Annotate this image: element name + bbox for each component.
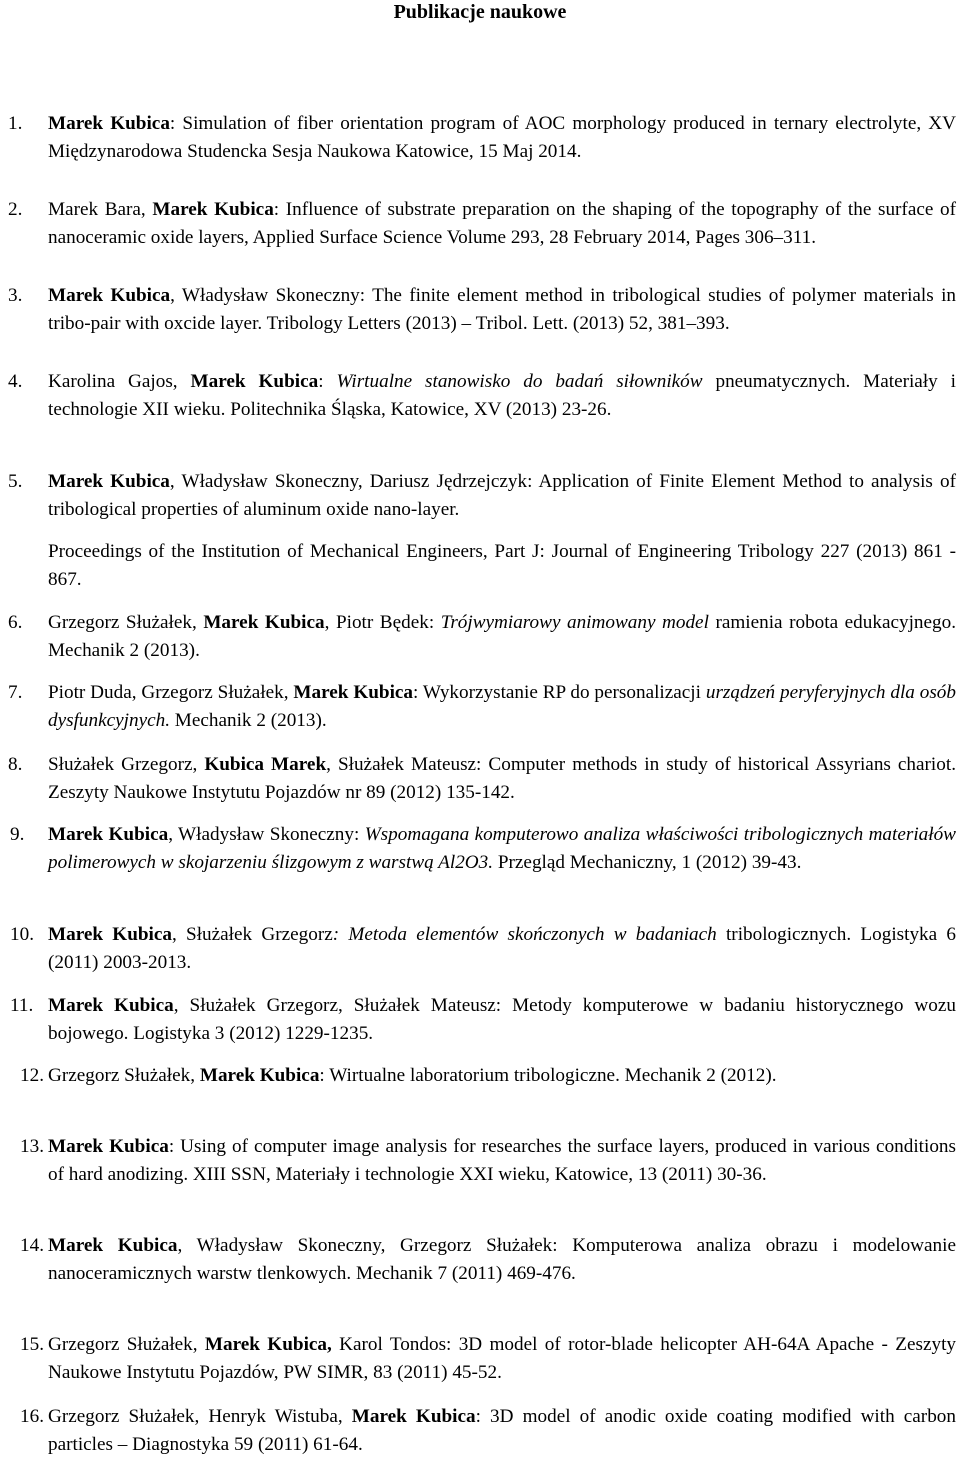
publication-text <box>48 471 956 520</box>
publication-text-run: Służałek Grzegorz, <box>48 754 205 775</box>
publication-number: 1. <box>8 113 23 134</box>
publication-title: Wirtualne stanowisko do badań siłowników <box>336 371 703 392</box>
publication-text <box>48 113 956 162</box>
publication-item <box>20 1062 956 1090</box>
publication-text-run: Grzegorz Służałek, <box>48 1334 205 1355</box>
publication-text <box>48 1065 777 1086</box>
publication-text-run: Przegląd Mechaniczny, 1 (2012) 39-43. <box>493 852 802 874</box>
publication-text-run: , Służałek Grzegorz <box>172 924 333 945</box>
publication-text-run: , Władysław Skoneczny, Grzegorz Służałek: Komputerowa analiza obrazu i modelowanie nanoceramicznych warstw tlenkowych. Mechanik 7 (2011) 469-476. <box>48 1235 956 1285</box>
publication-number: 14. <box>20 1235 44 1256</box>
publication-title: : Metoda elementów skończonych w badaniach <box>332 924 717 945</box>
publication-number: 2. <box>8 199 23 220</box>
publication-text <box>48 995 956 1044</box>
publication-item <box>10 821 956 878</box>
publication-text <box>48 1334 956 1383</box>
publication-number: 4. <box>8 371 23 392</box>
author-highlight: Marek Kubica <box>48 285 171 306</box>
publication-text <box>48 824 956 873</box>
publication-text-run: ramienia robota edukacyjnego. Mechanik 2 (2013). <box>48 612 956 662</box>
publication-text <box>48 1406 956 1455</box>
publication-text-run: tribologicznych. Logistyka 6 (2011) 2003-2013. <box>48 924 956 974</box>
publication-item <box>8 679 956 736</box>
publication-text <box>48 199 956 248</box>
publication-item <box>8 368 956 425</box>
publication-item <box>20 1232 956 1289</box>
author-highlight: Marek Kubica <box>48 1235 178 1256</box>
publication-title: urządzeń peryferyjnych dla osób dysfunkcyjnych. <box>48 682 956 732</box>
publication-text-run: , Służałek Grzegorz, Służałek Mateusz: Metody komputerowe w badaniu historycznego wozu bojowego. Logistyka 3 (2012) 1229-1235. <box>48 995 956 1045</box>
publication-text-run: pneumatycznych. Materiały i technologie XII wieku. Politechnika Śląska, Katowice, XV (2013) 23-26. <box>48 371 956 421</box>
publication-text-run: , Służałek Mateusz: Computer methods in study of historical Assyrians chariot. Zeszyty Naukowe Instytutu Pojazdów nr 89 (2012) 135-142. <box>48 754 956 804</box>
publication-number: 8. <box>8 754 23 775</box>
author-highlight: Marek Kubica <box>48 824 169 845</box>
publication-item <box>10 992 956 1049</box>
publication-text-run: Grzegorz Służałek, <box>48 612 204 633</box>
publication-number: 6. <box>8 612 23 633</box>
publication-text <box>48 612 956 661</box>
publication-text-run: Karol Tondos: 3D model of rotor-blade helicopter AH-64A Apache - Zeszyty Naukowe Instytutu Pojazdów, PW SIMR, 83 (2011) 45-52. <box>48 1334 956 1384</box>
publication-number: 5. <box>8 471 23 492</box>
author-highlight: Marek Kubica <box>48 995 174 1016</box>
author-highlight: Marek Kubica <box>190 371 319 392</box>
publication-number: 7. <box>8 682 23 703</box>
publication-text-run: Mechanik 2 (2013). <box>170 710 327 732</box>
publication-item <box>20 1403 956 1460</box>
publication-item <box>8 468 956 525</box>
publication-text-run: : <box>318 371 337 392</box>
publication-item <box>20 1331 956 1388</box>
author-highlight: Marek Kubica <box>48 1136 169 1157</box>
publication-item <box>10 921 956 978</box>
page-title: Publikacje naukowe <box>393 1 567 23</box>
publication-text <box>48 1235 956 1284</box>
author-highlight: Marek Kubica <box>48 113 170 134</box>
author-highlight: Marek Kubica, <box>204 1334 332 1355</box>
publication-text <box>48 285 956 334</box>
publication-text-run: Karolina Gajos, <box>48 371 191 392</box>
publication-text <box>48 754 956 803</box>
publication-text <box>48 1136 956 1185</box>
author-highlight: Marek Kubica <box>293 682 414 703</box>
author-highlight: Marek Kubica <box>203 612 325 633</box>
publication-text-run: : Simulation of fiber orientation program of AOC morphology produced in ternary electrolyte, XV Międzynarodowa Studencka Sesja Naukowa Katowice, 15 Maj 2014. <box>48 113 956 163</box>
publication-text-run: , Władysław Skoneczny: <box>168 824 365 845</box>
publication-number: 3. <box>8 285 23 306</box>
publication-text-run: : Using of computer image analysis for researches the surface layers, produced in various conditions of hard anodizing. XIII SSN, Materiały i technologie XXI wieku, Katowice, 13 (2011) 30-36. <box>48 1136 956 1186</box>
publication-text-run: , Władysław Skoneczny, Dariusz Jędrzejczyk: Application of Finite Element Method to analysis of tribological properties of aluminum oxide nano-layer. <box>48 471 956 521</box>
publication-number: 9. <box>10 824 25 845</box>
author-highlight: Marek Kubica <box>351 1406 476 1427</box>
publication-text-run: , Władysław Skoneczny: The finite element method in tribological studies of polymer materials in tribo-pair with oxcide layer. Tribology Letters (2013) – Tribol. Lett. (2013) 52, 381–393. <box>48 285 956 335</box>
author-highlight: Marek Kubica <box>48 471 170 492</box>
publication-text-run: , Piotr Będek: <box>324 612 441 633</box>
publication-item <box>8 282 956 339</box>
publication-text-run: Marek Bara, <box>48 199 153 220</box>
publication-text-run: : 3D model of anodic oxide coating modified with carbon particles – Diagnostyka 59 (2011) 61-64. <box>48 1406 956 1456</box>
publication-text-run: Grzegorz Służałek, Henryk Wistuba, <box>48 1406 352 1427</box>
author-highlight: Marek Kubica <box>199 1065 320 1086</box>
publication-text <box>48 924 956 973</box>
publication-number: 16. <box>20 1406 44 1427</box>
publication-text-run: : Wykorzystanie RP do personalizacji <box>413 682 706 703</box>
publication-item <box>8 196 956 253</box>
publication-item <box>8 751 956 808</box>
publication-title: Trójwymiarowy animowany model <box>440 612 709 633</box>
publication-number: 13. <box>20 1136 44 1157</box>
publication-text <box>48 682 956 731</box>
publication-number: 10. <box>10 924 34 945</box>
publication-item <box>8 609 956 666</box>
publication-item <box>20 1133 956 1190</box>
publication-number: 15. <box>20 1334 44 1355</box>
publication-title: Wspomagana komputerowo analiza właściwości tribologicznych materiałów polimerowych w skojarzeniu ślizgowym z warstwą Al2O3. <box>48 824 956 874</box>
publication-item <box>8 110 956 167</box>
publication-text-run: Grzegorz Służałek, <box>48 1065 200 1086</box>
publication-text-run: : Wirtualne laboratorium tribologiczne. Mechanik 2 (2012). <box>319 1065 777 1086</box>
author-highlight: Marek Kubica <box>152 199 274 220</box>
author-highlight: Kubica Marek <box>204 754 327 775</box>
publication-text-run: : Influence of substrate preparation on the shaping of the topography of the surface of nanoceramic oxide layers, Applied Surface Science Volume 293, 28 February 2014, Pages 306–311. <box>48 199 956 249</box>
author-highlight: Marek Kubica <box>48 924 173 945</box>
publication-number: 12. <box>20 1065 44 1086</box>
publication-text <box>48 371 956 420</box>
publication-text-run: Piotr Duda, Grzegorz Służałek, <box>48 682 294 703</box>
publication-continuation: Proceedings of the Institution of Mechanical Engineers, Part J: Journal of Engineering Tribology 227 (2013) 861 - 867. <box>48 541 956 591</box>
publication-number: 11. <box>10 995 34 1016</box>
